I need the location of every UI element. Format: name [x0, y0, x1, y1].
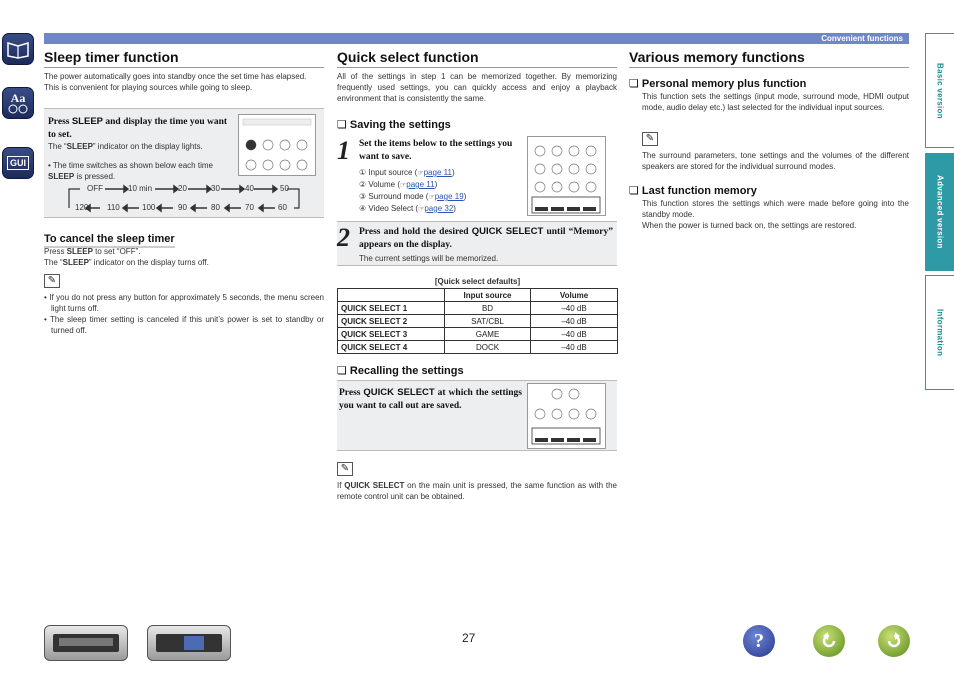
seq-40: 40: [245, 184, 254, 193]
seq-80: 80: [211, 203, 220, 212]
sleep-notes: [44, 292, 324, 336]
table-caption: [Quick select defaults]: [434, 277, 521, 286]
seq-120: 120: [75, 203, 89, 212]
seq-70: 70: [245, 203, 254, 212]
sleep-intro-2: This is convenient for playing sources while going to sleep.: [44, 83, 253, 92]
step2-text: Press and hold the desired QUICK SELECT until “Memory” appears on the display.: [359, 226, 613, 250]
sleep-step-box: [44, 108, 324, 218]
header-input-source: Input source: [445, 289, 531, 302]
link-page-32[interactable]: page 32: [424, 204, 454, 213]
tab-basic-label: Basic version: [935, 62, 945, 119]
header-volume: Volume: [531, 289, 618, 302]
sleep-intro-1: The power automatically goes into standby once the set time has elapsed.: [44, 72, 307, 81]
table-header-row: [338, 289, 618, 302]
last-text: This function stores the settings which were made before going into the standby mode. When the power is turned back on, the settings are restored.: [642, 199, 909, 230]
step1-item-3: ③ Surround mode (☞page 19): [359, 192, 467, 201]
display-icon[interactable]: [147, 625, 231, 661]
glossary-icon[interactable]: [2, 87, 34, 119]
last-title: ❏ Last function memory: [629, 185, 757, 197]
step1-item-1: ① Input source (☞page 11): [359, 168, 455, 177]
help-icon[interactable]: ?: [743, 625, 775, 657]
seq-off: OFF: [87, 184, 103, 193]
front-panel-icon[interactable]: [44, 625, 128, 661]
section-label: Convenient functions: [821, 34, 903, 43]
memory-title: Various memory functions: [629, 49, 909, 68]
section-header-bar: [44, 33, 909, 44]
remote-recall-image: [527, 383, 606, 449]
tab-advanced-version[interactable]: [925, 153, 954, 271]
step1-item-4: ④ Video Select (☞page 32): [359, 204, 456, 213]
table-row: QUICK SELECT 2 SAT/CBL –40 dB: [338, 315, 618, 328]
quick-select-defaults-table: [337, 288, 618, 354]
seq-90: 90: [178, 203, 187, 212]
gui-icon[interactable]: [2, 147, 34, 179]
step1-number: 1: [337, 136, 350, 165]
cancel-title: To cancel the sleep timer: [44, 229, 186, 247]
link-page-19[interactable]: page 19: [434, 192, 464, 201]
seq-60: 60: [278, 203, 287, 212]
recall-box: [337, 380, 617, 451]
seq-110: 110: [107, 203, 120, 212]
table-row: QUICK SELECT 4 DOCK –40 dB: [338, 341, 618, 354]
step1-box: [337, 134, 617, 219]
table-row: QUICK SELECT 3 GAME –40 dB: [338, 328, 618, 341]
quick-note: If QUICK SELECT on the main unit is pressed, the same function as with the remote control unit can be obtained.: [337, 481, 617, 501]
step2-box: [337, 221, 617, 266]
sleep-title: Sleep timer function: [44, 49, 324, 68]
sleep-sequence: [64, 183, 304, 215]
quick-title: Quick select function: [337, 49, 617, 68]
step1-items: [359, 167, 523, 215]
book-icon[interactable]: [2, 33, 34, 65]
note-pencil-icon: ✎: [642, 132, 658, 146]
table-row: QUICK SELECT 1 BD –40 dB: [338, 302, 618, 315]
note-pencil-icon: ✎: [44, 274, 60, 288]
forward-icon[interactable]: [878, 625, 910, 657]
glossary-label: Aa: [10, 91, 26, 105]
sleep-note-1: • If you do not press any button for approximately 5 seconds, the menu screen light turns off.: [44, 293, 324, 313]
sleep-step-sub: The “SLEEP” indicator on the display lights.: [48, 142, 203, 151]
step2-sub: The current settings will be memorized.: [359, 254, 499, 263]
seq-30: 30: [211, 184, 220, 193]
remote-sleep-image: [238, 114, 316, 176]
link-page-11-a[interactable]: page 11: [423, 168, 452, 177]
remote-quick-select-image: [527, 136, 606, 216]
seq-10: 10 min: [128, 184, 153, 193]
seq-50: 50: [280, 184, 289, 193]
step2-number: 2: [337, 223, 350, 252]
recall-text: Press QUICK SELECT at which the settings you want to call out are saved.: [339, 387, 522, 411]
step1-item-2: ② Volume (☞page 11): [359, 180, 438, 189]
sleep-bullet: • The time switches as shown below each time SLEEP is pressed.: [48, 161, 213, 181]
seq-20: 20: [178, 184, 187, 193]
cancel-text: Press SLEEP to set “OFF”. The “SLEEP” indicator on the display turns off.: [44, 247, 209, 267]
sleep-note-2: • The sleep timer setting is canceled if this unit’s power is set to standby or turned off.: [44, 315, 324, 335]
personal-title: ❏ Personal memory plus function: [629, 78, 807, 90]
back-icon[interactable]: [813, 625, 845, 657]
step1-text: Set the items below to the settings you want to save.: [359, 139, 513, 162]
gui-label: GUI: [7, 156, 29, 170]
tab-information[interactable]: [925, 275, 954, 390]
tab-information-label: Information: [935, 308, 945, 357]
tab-basic-version[interactable]: [925, 33, 954, 148]
sleep-step-text: Press SLEEP and display the time you want to set.: [48, 116, 228, 140]
sleep-intro: [44, 71, 324, 93]
saving-title: ❏ Saving the settings: [337, 119, 451, 131]
page-number: 27: [462, 631, 476, 645]
link-page-11-b[interactable]: page 11: [406, 180, 435, 189]
quick-intro: All of the settings in step 1 can be memorized together. By memorizing frequently used settings, you can quickly access and enjoy a playback environment that is consistently the same.: [337, 72, 617, 103]
note-pencil-icon: ✎: [337, 462, 353, 476]
seq-100: 100: [142, 203, 156, 212]
personal-note: The surround parameters, tone settings and the volumes of the different speakers are stored for the individual surround modes.: [642, 151, 909, 171]
tab-advanced-label: Advanced version: [935, 175, 945, 249]
recall-title: ❏ Recalling the settings: [337, 365, 464, 377]
personal-text: This function sets the settings (input mode, surround mode, HDMI output mode, audio delay etc.) last selected for the individual input sources.: [642, 92, 909, 112]
